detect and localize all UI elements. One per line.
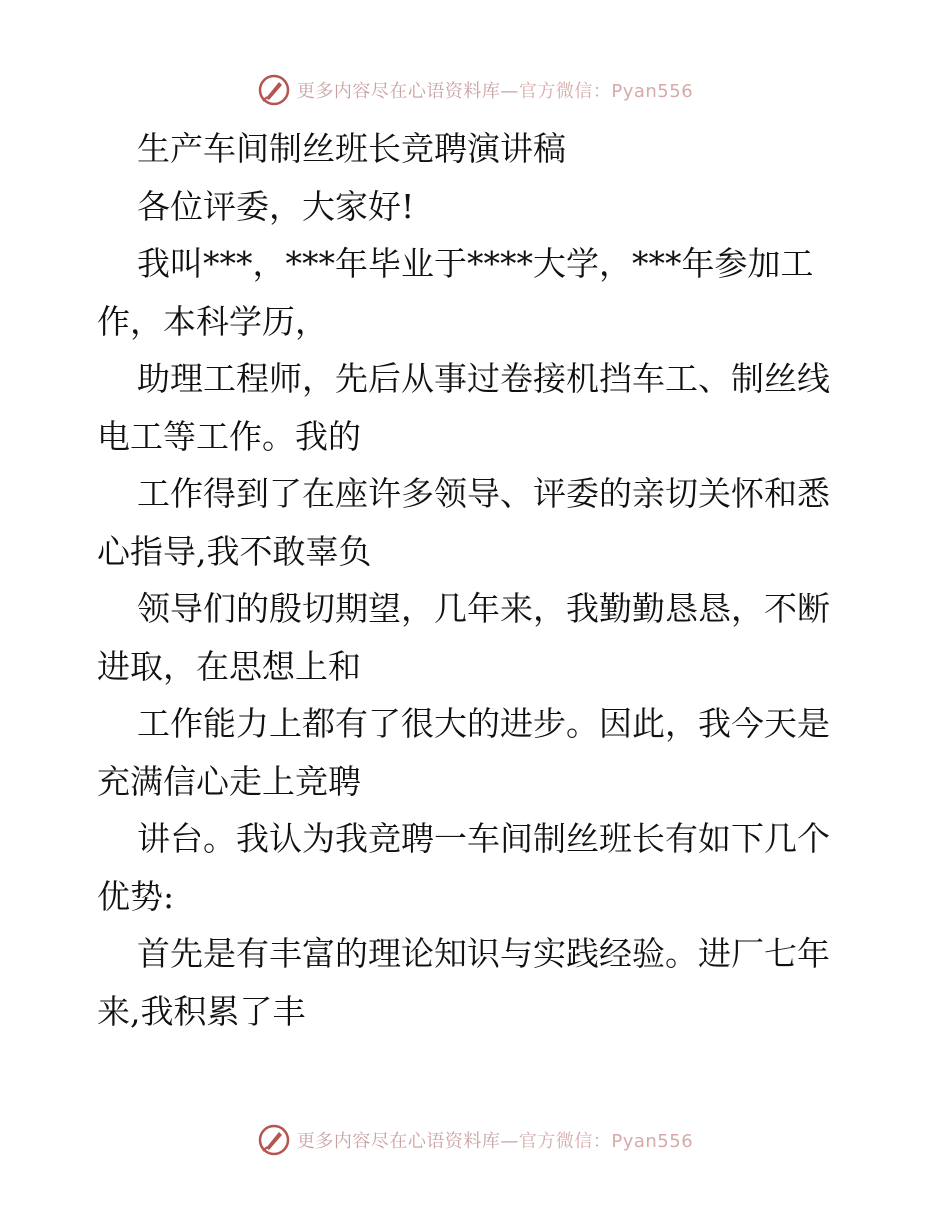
header-banner xyxy=(0,70,950,110)
quill-logo-icon xyxy=(257,73,291,107)
header-separator: — xyxy=(500,81,519,102)
footer-wechat: 官方微信：Pyan556 xyxy=(518,1131,694,1152)
paragraph-6: 讲台。我认为我竞聘一车间制丝班长有如下几个优势: xyxy=(97,819,830,916)
footer-banner-text xyxy=(297,1127,693,1153)
paragraph-1: 我叫***，***年毕业于****大学，***年参加工作，本科学历， xyxy=(97,244,814,341)
greeting: 各位评委，大家好! xyxy=(137,186,415,226)
paragraph-5: 工作能力上都有了很大的进步。因此，我今天是充满信心走上竞聘 xyxy=(97,704,830,801)
paragraph-4: 领导们的殷切期望，几年来，我勤勤恳恳，不断进取，在思想上和 xyxy=(97,589,830,686)
document-title: 生产车间制丝班长竞聘演讲稿 xyxy=(137,129,566,168)
footer-banner xyxy=(0,1120,950,1160)
header-banner-text xyxy=(297,77,693,103)
footer-brand: 更多内容尽在心语资料库 xyxy=(296,1131,501,1152)
header-brand: 更多内容尽在心语资料库 xyxy=(296,81,501,102)
header-wechat: 官方微信：Pyan556 xyxy=(518,81,694,102)
paragraph-3: 工作得到了在座许多领导、评委的亲切关怀和悉心指导,我不敢辜负 xyxy=(97,474,830,571)
paragraph-7: 首先是有丰富的理论知识与实践经验。进厂七年来,我积累了丰 xyxy=(97,934,830,1031)
paragraph-2: 助理工程师，先后从事过卷接机挡车工、制丝线电工等工作。我的 xyxy=(97,359,830,456)
document-body xyxy=(97,120,857,1040)
quill-logo-icon xyxy=(257,1123,291,1157)
footer-separator: — xyxy=(500,1131,519,1152)
